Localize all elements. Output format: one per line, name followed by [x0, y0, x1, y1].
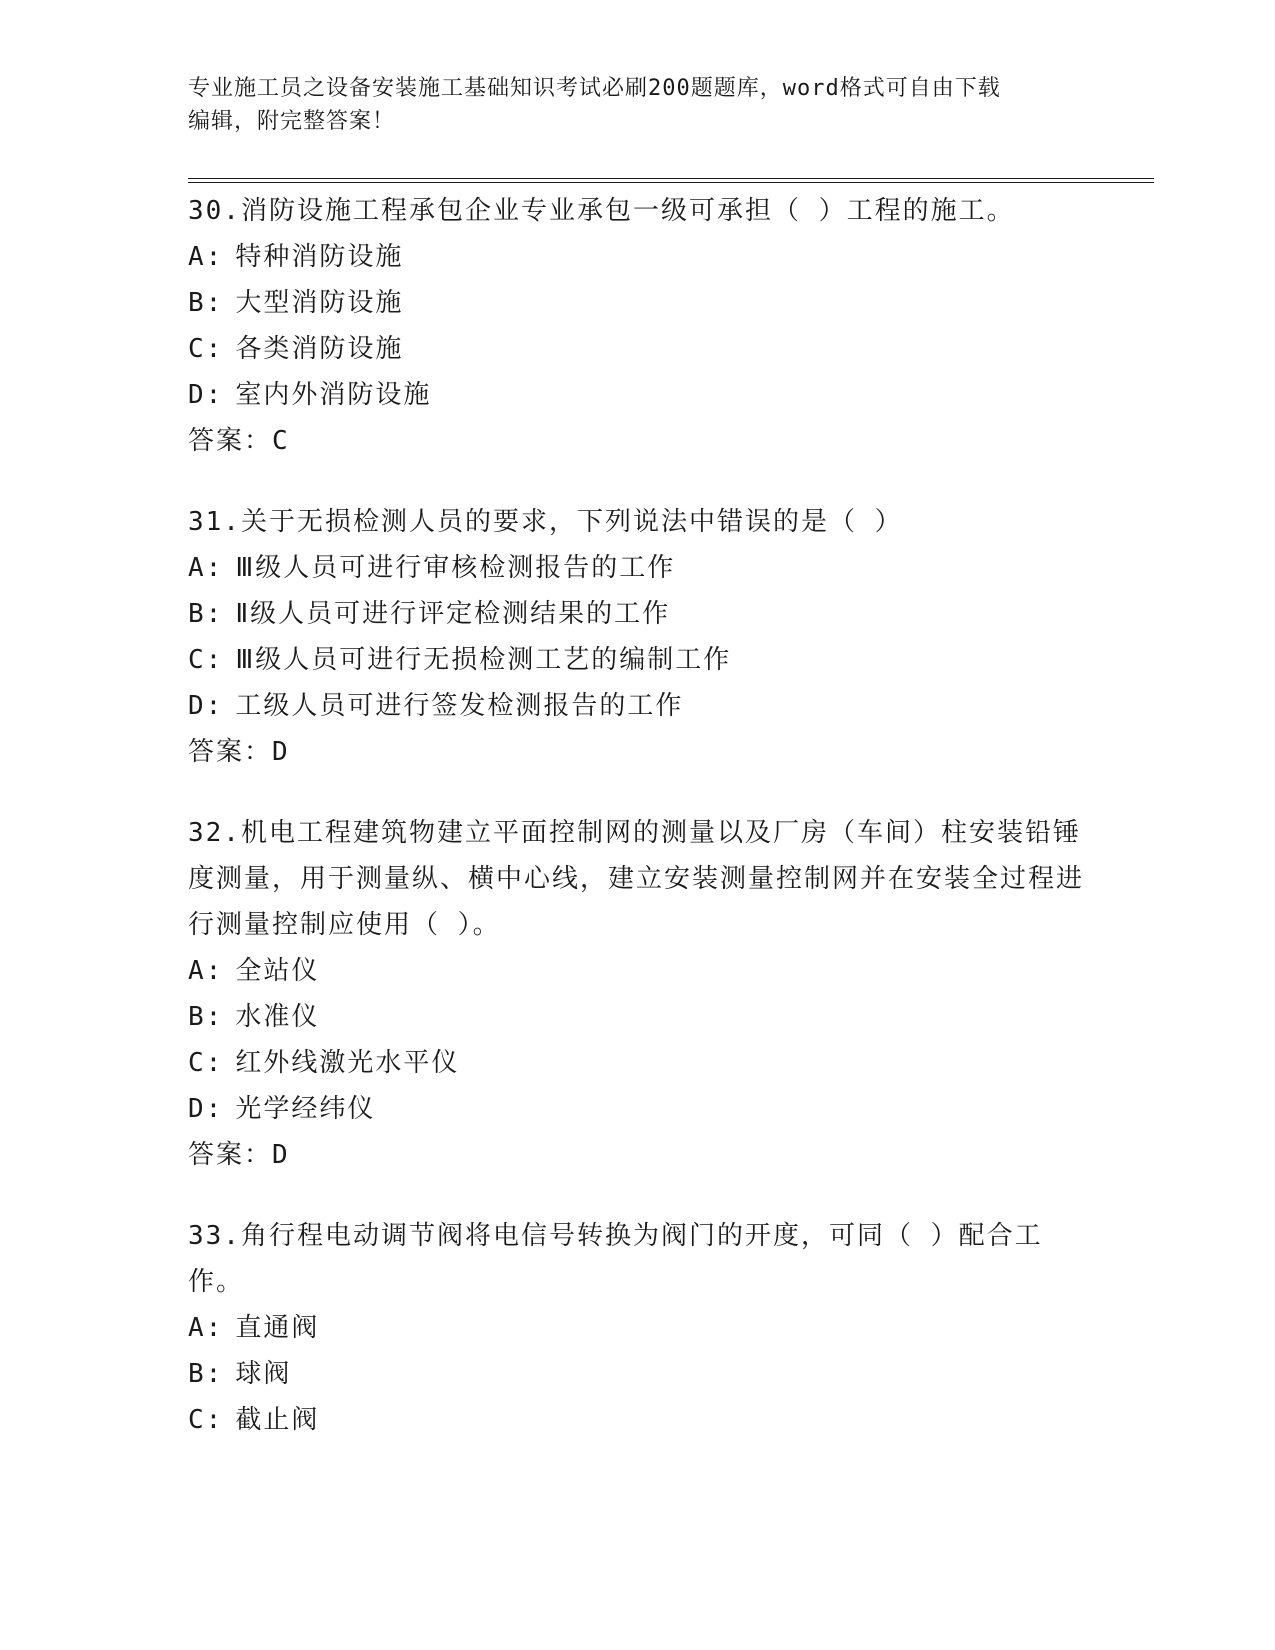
option-text: 光学经纬仪 [235, 1094, 376, 1124]
option-text: 截止阀 [235, 1405, 320, 1435]
option-c [188, 1040, 1088, 1086]
header-line-1: 专业施工员之设备安装施工基础知识考试必刷200题题库，word格式可自由下载 [188, 76, 1001, 101]
option-text: 全站仪 [235, 956, 320, 986]
option-b [188, 280, 1088, 326]
option-c [188, 637, 1088, 683]
option-text: 水准仪 [235, 1002, 320, 1032]
option-letter: A: [188, 242, 224, 272]
option-letter: A: [188, 553, 224, 583]
option-text: 特种消防设施 [235, 242, 404, 272]
question-31 [188, 499, 1088, 775]
option-b [188, 994, 1088, 1040]
answer-value: D [272, 737, 290, 767]
header-divider [188, 178, 1154, 183]
answer-label: 答案： [188, 426, 273, 456]
document-header [188, 72, 1068, 138]
option-text: 直通阀 [235, 1313, 320, 1343]
option-letter: B: [188, 599, 224, 629]
question-30 [188, 188, 1088, 464]
option-b [188, 1351, 1088, 1397]
option-d [188, 372, 1088, 418]
option-letter: B: [188, 1359, 224, 1389]
option-letter: A: [188, 1313, 224, 1343]
option-text: 红外线激光水平仪 [235, 1048, 460, 1078]
option-a [188, 948, 1088, 994]
option-a [188, 545, 1088, 591]
option-letter: D: [188, 1094, 224, 1124]
answer-value: D [272, 1140, 290, 1170]
option-letter: B: [188, 1002, 224, 1032]
option-text: Ⅲ级人员可进行审核检测报告的工作 [235, 553, 676, 583]
question-stem: 31.关于无损检测人员的要求，下列说法中错误的是（ ） [188, 507, 903, 537]
option-text: 大型消防设施 [235, 288, 404, 318]
question-33 [188, 1213, 1088, 1443]
option-text: 各类消防设施 [235, 334, 404, 364]
question-stem: 30.消防设施工程承包企业专业承包一级可承担（ ）工程的施工。 [188, 196, 1015, 226]
option-text: 工级人员可进行签发检测报告的工作 [235, 691, 684, 721]
option-b [188, 591, 1088, 637]
question-stem: 32.机电工程建筑物建立平面控制网的测量以及厂房（车间）柱安装铅锤度测量，用于测量纵、横中心线，建立安装测量控制网并在安装全过程进行测量控制应使用（ ）。 [188, 818, 1085, 940]
option-d [188, 1086, 1088, 1132]
answer-label: 答案： [188, 737, 273, 767]
option-a [188, 234, 1088, 280]
header-line-2: 编辑，附完整答案！ [188, 109, 396, 134]
option-letter: C: [188, 1048, 224, 1078]
answer-label: 答案： [188, 1140, 273, 1170]
option-c [188, 1397, 1088, 1443]
option-d [188, 683, 1088, 729]
question-stem: 33.角行程电动调节阀将电信号转换为阀门的开度，可同（ ）配合工作。 [188, 1221, 1043, 1297]
option-letter: C: [188, 645, 224, 675]
option-letter: A: [188, 956, 224, 986]
option-text: Ⅱ级人员可进行评定检测结果的工作 [235, 599, 671, 629]
question-32 [188, 810, 1088, 1178]
option-letter: D: [188, 691, 224, 721]
option-letter: B: [188, 288, 224, 318]
answer-line [188, 729, 1088, 775]
option-c [188, 326, 1088, 372]
answer-line [188, 418, 1088, 464]
option-text: 球阀 [235, 1359, 292, 1389]
answer-line [188, 1132, 1088, 1178]
question-list [188, 188, 1088, 1478]
option-letter: C: [188, 1405, 224, 1435]
answer-value: C [272, 426, 290, 456]
option-letter: D: [188, 380, 224, 410]
option-a [188, 1305, 1088, 1351]
option-text: Ⅲ级人员可进行无损检测工艺的编制工作 [235, 645, 732, 675]
option-letter: C: [188, 334, 224, 364]
option-text: 室内外消防设施 [235, 380, 432, 410]
